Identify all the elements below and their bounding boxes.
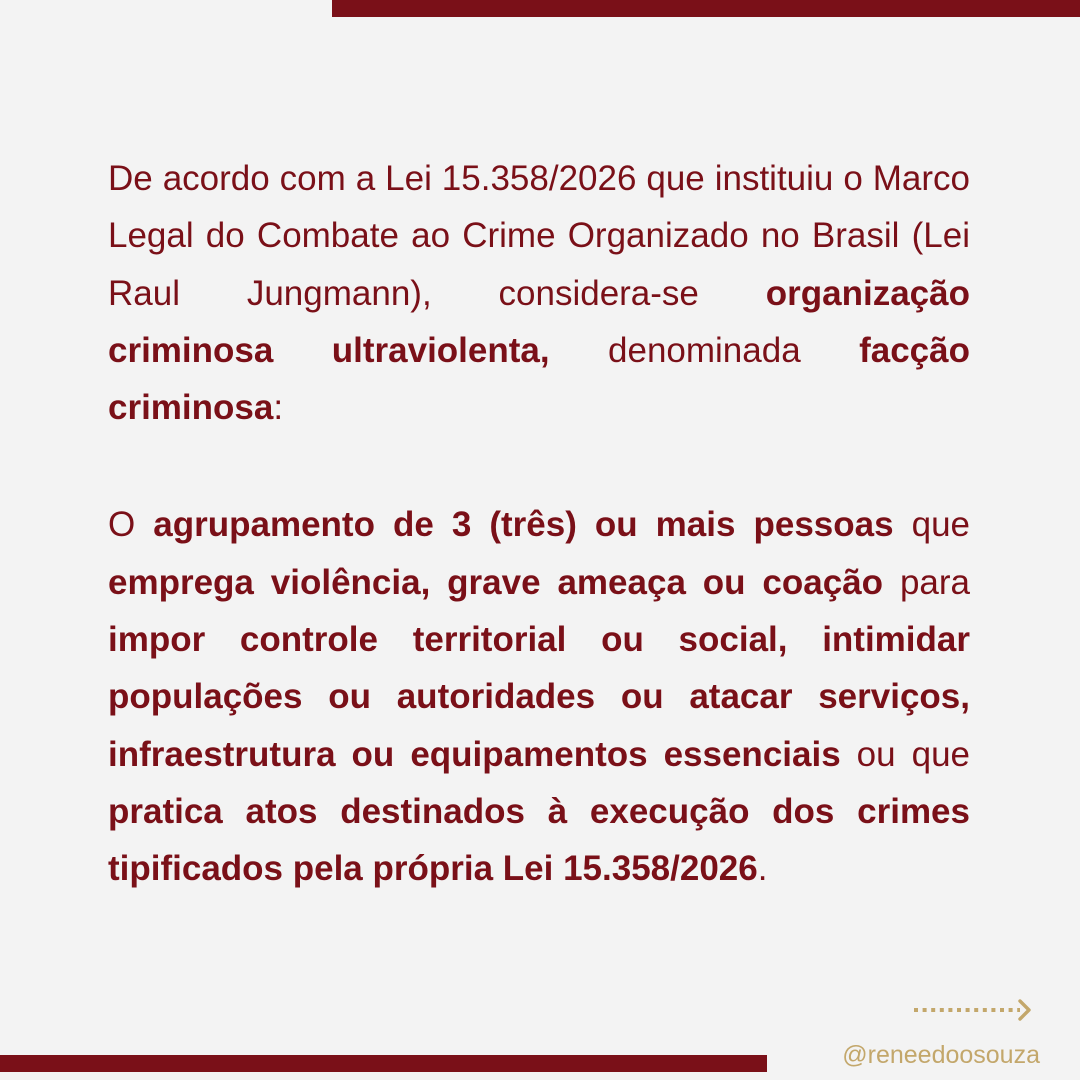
text-segment: para xyxy=(883,562,970,602)
bottom-accent-bar xyxy=(0,1055,767,1072)
author-handle: @reneedoosouza xyxy=(842,1041,1040,1069)
text-segment: . xyxy=(757,849,768,889)
text-segment: : xyxy=(273,388,284,428)
paragraph-definition-detail xyxy=(108,496,970,897)
top-accent-bar xyxy=(332,0,1080,17)
post-body xyxy=(108,150,970,898)
bold-term-controle-territorial: impor controle territorial ou social, intimidar populações ou autoridades ou atacar serviços, infraestrutura ou equipamentos essenciais xyxy=(108,620,970,774)
text-segment: que xyxy=(893,505,971,545)
dotted-arrow-right-icon xyxy=(910,996,1036,1022)
text-segment: denominada xyxy=(549,330,860,370)
bold-term-agrupamento: agrupamento de 3 (três) ou mais pessoas xyxy=(153,505,894,545)
bold-term-organizacao-ultraviolenta: organização criminosa ultraviolenta, xyxy=(108,273,970,370)
text-segment: O xyxy=(108,505,154,545)
text-segment: ou que xyxy=(840,734,971,774)
bold-term-crimes-tipificados: pratica atos destinados à execução dos crimes tipificados pela própria Lei 15.358/2026 xyxy=(108,791,970,889)
bold-term-violencia: emprega violência, grave ameaça ou coação xyxy=(108,562,884,602)
text-segment: De acordo com a Lei 15.358/2026 que instituiu o Marco Legal do Combate ao Crime Organizado no Brasil (Lei Raul Jungmann), considera-se xyxy=(108,159,970,313)
paragraph-definition-intro xyxy=(108,150,970,436)
bold-term-faccao-criminosa: facção criminosa xyxy=(108,330,970,428)
